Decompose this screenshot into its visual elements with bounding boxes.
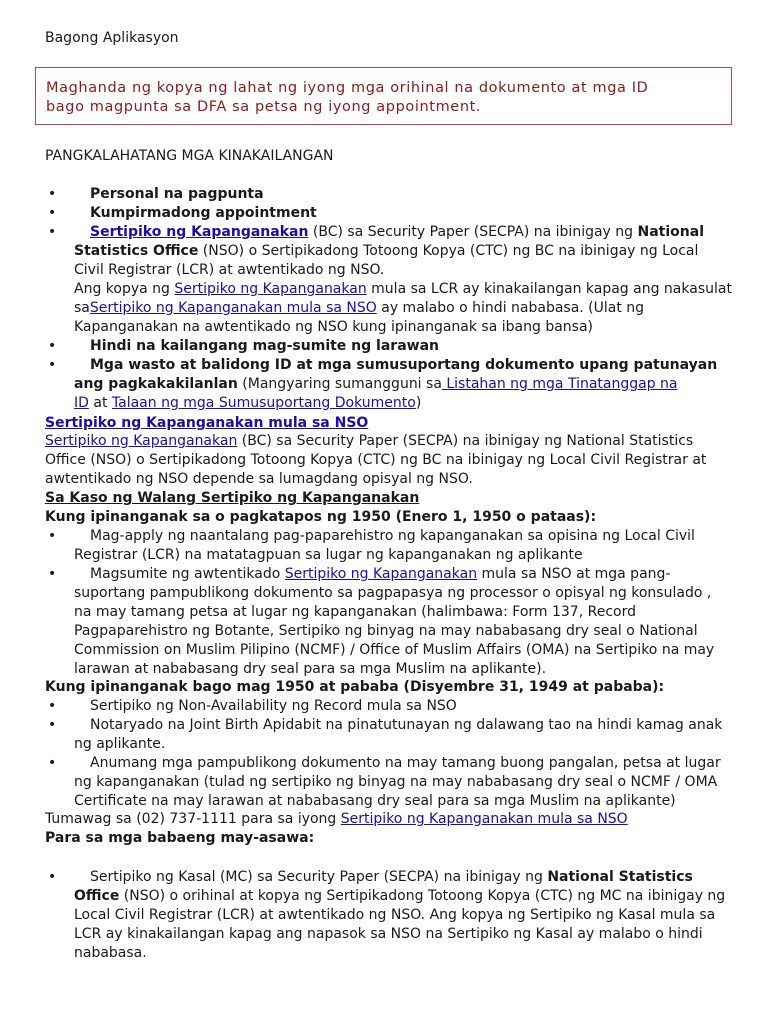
bullet: • bbox=[48, 869, 57, 885]
before-1950-heading: Kung ipinanganak bago mag 1950 at pababa (Disyembre 31, 1949 at pababa): bbox=[45, 679, 665, 695]
after-1950-heading: Kung ipinanganak sa o pagkatapos ng 1950 (Enero 1, 1950 o pataas): bbox=[45, 509, 597, 525]
requirement-valid-ids-line2: ang pagkakakilanlan (Mangyaring sumangguni sa Listahan ng mga Tinatanggap na bbox=[74, 376, 678, 392]
birth-certificate-link[interactable]: Sertipiko ng Kapanganakan bbox=[284, 566, 478, 582]
requirement-birth-certificate-line6: Kapanganakan na awtentikado ng NSO kung ipinanganak sa ibang bansa) bbox=[74, 319, 593, 335]
bullet: • bbox=[48, 357, 57, 373]
accepted-ids-list-link[interactable]: Listahan ng mga Tinatanggap na bbox=[441, 376, 678, 392]
married-line5: nababasa. bbox=[74, 945, 147, 961]
birth-certificate-nso-link[interactable]: Sertipiko ng Kapanganakan mula sa NSO bbox=[340, 811, 628, 827]
birth-certificate-link[interactable]: Sertipiko ng Kapanganakan bbox=[45, 433, 238, 449]
call-line: Tumawag sa (02) 737-1111 para sa iyong Sertipiko ng Kapanganakan mula sa NSO bbox=[45, 811, 628, 827]
appointment-notice-box bbox=[35, 67, 732, 125]
page-title: Bagong Aplikasyon bbox=[45, 30, 179, 46]
birth-certificate-nso-heading-link[interactable]: Sertipiko ng Kapanganakan mula sa NSO bbox=[45, 415, 369, 431]
bullet: • bbox=[48, 205, 57, 221]
birth-certificate-link[interactable]: Sertipiko ng Kapanganakan bbox=[174, 281, 367, 297]
married-line1: Sertipiko ng Kasal (MC) sa Security Paper (SECPA) na ibinigay ng National Statistics bbox=[90, 869, 693, 885]
requirement-birth-certificate-line5: saSertipiko ng Kapanganakan mula sa NSO ay malabo o hindi nababasa. (Ulat ng bbox=[74, 300, 645, 316]
bc-nso-line2: Office (NSO) o Sertipikadong Totoong Kopya (CTC) ng BC na ibinigay ng Local Civil Registrar at bbox=[45, 452, 707, 468]
requirement-valid-ids-line3: ID at Talaan ng mga Sumusuportang Dokumento) bbox=[74, 395, 422, 411]
after-1950-item2-line2: suportang pampublikong dokumento sa pagpapasya ng processor o opisyal ng konsulado , bbox=[74, 585, 712, 601]
bullet: • bbox=[48, 338, 57, 354]
appointment-notice bbox=[46, 79, 648, 117]
requirement-birth-certificate-line2: Statistics Office (NSO) o Sertipikadong Totoong Kopya (CTC) ng BC na ibinigay ng Local bbox=[74, 243, 699, 259]
before-1950-item1: Sertipiko ng Non-Availability ng Record mula sa NSO bbox=[90, 698, 457, 714]
bc-nso-heading bbox=[45, 414, 368, 433]
married-line4: LCR ay kinakailangan kapag ang napasok sa NSO na Sertipiko ng Kasal ay malabo o hindi bbox=[74, 926, 703, 942]
bullet: • bbox=[48, 528, 57, 544]
married-line3: Local Civil Registrar (LCR) at awtentikado ng NSO. Ang kopya ng Sertipiko ng Kasal mula sa bbox=[74, 907, 716, 923]
requirement-valid-ids: Mga wasto at balidong ID at mga sumusuportang dokumento upang patunayan bbox=[90, 357, 718, 373]
after-1950-item2-line3: na may tamang petsa at lugar ng kapanganakan (halimbawa: Form 137, Record bbox=[74, 604, 636, 620]
before-1950-item2-line1: Notaryado na Joint Birth Apidabit na pinatutunayan ng dalawang tao na hindi kamag anak bbox=[90, 717, 723, 733]
supporting-documents-link[interactable]: Talaan ng mga Sumusuportang Dokumento bbox=[111, 395, 416, 411]
notice-line-2: bago magpunta sa DFA sa petsa ng iyong appointment. bbox=[46, 99, 482, 115]
before-1950-item3-line3: Certificate na may larawan at nababasang dry seal para sa mga Muslim na aplikante) bbox=[74, 793, 676, 809]
after-1950-item2-line1: Magsumite ng awtentikado Sertipiko ng Kapanganakan mula sa NSO at mga pang- bbox=[90, 566, 671, 582]
bullet: • bbox=[48, 186, 57, 202]
bullet: • bbox=[48, 698, 57, 714]
before-1950-item3-line1: Anumang mga pampublikong dokumento na may tamang buong pangalan, petsa at lugar bbox=[90, 755, 721, 771]
general-requirements-heading: PANGKALAHATANG MGA KINAKAILANGAN bbox=[45, 148, 334, 164]
birth-certificate-link[interactable]: Sertipiko ng Kapanganakan bbox=[90, 224, 309, 240]
notice-line-1: Maghanda ng kopya ng lahat ng iyong mga orihinal na dokumento at mga ID bbox=[46, 80, 649, 96]
requirement-birth-certificate: Sertipiko ng Kapanganakan (BC) sa Security Paper (SECPA) na ibinigay ng National bbox=[90, 224, 704, 240]
bc-nso-line1: Sertipiko ng Kapanganakan (BC) sa Security Paper (SECPA) na ibinigay ng National Statistics bbox=[45, 433, 694, 449]
bullet: • bbox=[48, 717, 57, 733]
after-1950-item2-line6: larawan at nababasang dry seal para sa mga Muslim na aplikante). bbox=[74, 661, 547, 677]
married-heading: Para sa mga babaeng may-asawa: bbox=[45, 830, 315, 846]
bullet: • bbox=[48, 566, 57, 582]
accepted-ids-list-link[interactable]: ID bbox=[74, 395, 89, 411]
after-1950-item1-line2: Registrar (LCR) na matatagpuan sa lugar ng kapanganakan ng aplikante bbox=[74, 547, 583, 563]
before-1950-item2-line2: ng aplikante. bbox=[74, 736, 166, 752]
after-1950-item2-line5: Commission on Muslim Pilipino (NCMF) / Office of Muslim Affairs (OMA) na Sertipiko na may bbox=[74, 642, 715, 658]
after-1950-item2-line4: Pagpaparehistro ng Botante, Sertipiko ng binyag na may nababasang dry seal o National bbox=[74, 623, 698, 639]
requirement-birth-certificate-line4: Ang kopya ng Sertipiko ng Kapanganakan mula sa LCR ay kinakailangan kapag ang nakasulat bbox=[74, 281, 732, 297]
no-bc-heading: Sa Kaso ng Walang Sertipiko ng Kapanganakan bbox=[45, 490, 420, 506]
requirement-confirmed-appointment: Kumpirmadong appointment bbox=[90, 205, 317, 221]
requirement-personal-appearance: Personal na pagpunta bbox=[90, 186, 264, 202]
before-1950-item3-line2: ng kapanganakan (tulad ng sertipiko ng binyag na may nababasang dry seal o NCMF / OMA bbox=[74, 774, 718, 790]
birth-certificate-nso-link[interactable]: Sertipiko ng Kapanganakan mula sa NSO bbox=[89, 300, 377, 316]
married-line2: Office (NSO) o orihinal at kopya ng Sertipikadong Totoong Kopya (CTC) ng MC na ibinigay ng bbox=[74, 888, 726, 904]
requirement-no-photo: Hindi na kailangang mag-sumite ng larawan bbox=[90, 338, 439, 354]
after-1950-item1-line1: Mag-apply ng naantalang pag-paparehistro ng kapanganakan sa opisina ng Local Civil bbox=[90, 528, 695, 544]
bullet: • bbox=[48, 224, 57, 240]
requirement-birth-certificate-line3: Civil Registrar (LCR) at awtentikado ng NSO. bbox=[74, 262, 385, 278]
bc-nso-line3: awtentikado ng NSO depende sa lumagdang opisyal ng NSO. bbox=[45, 471, 473, 487]
bullet: • bbox=[48, 755, 57, 771]
